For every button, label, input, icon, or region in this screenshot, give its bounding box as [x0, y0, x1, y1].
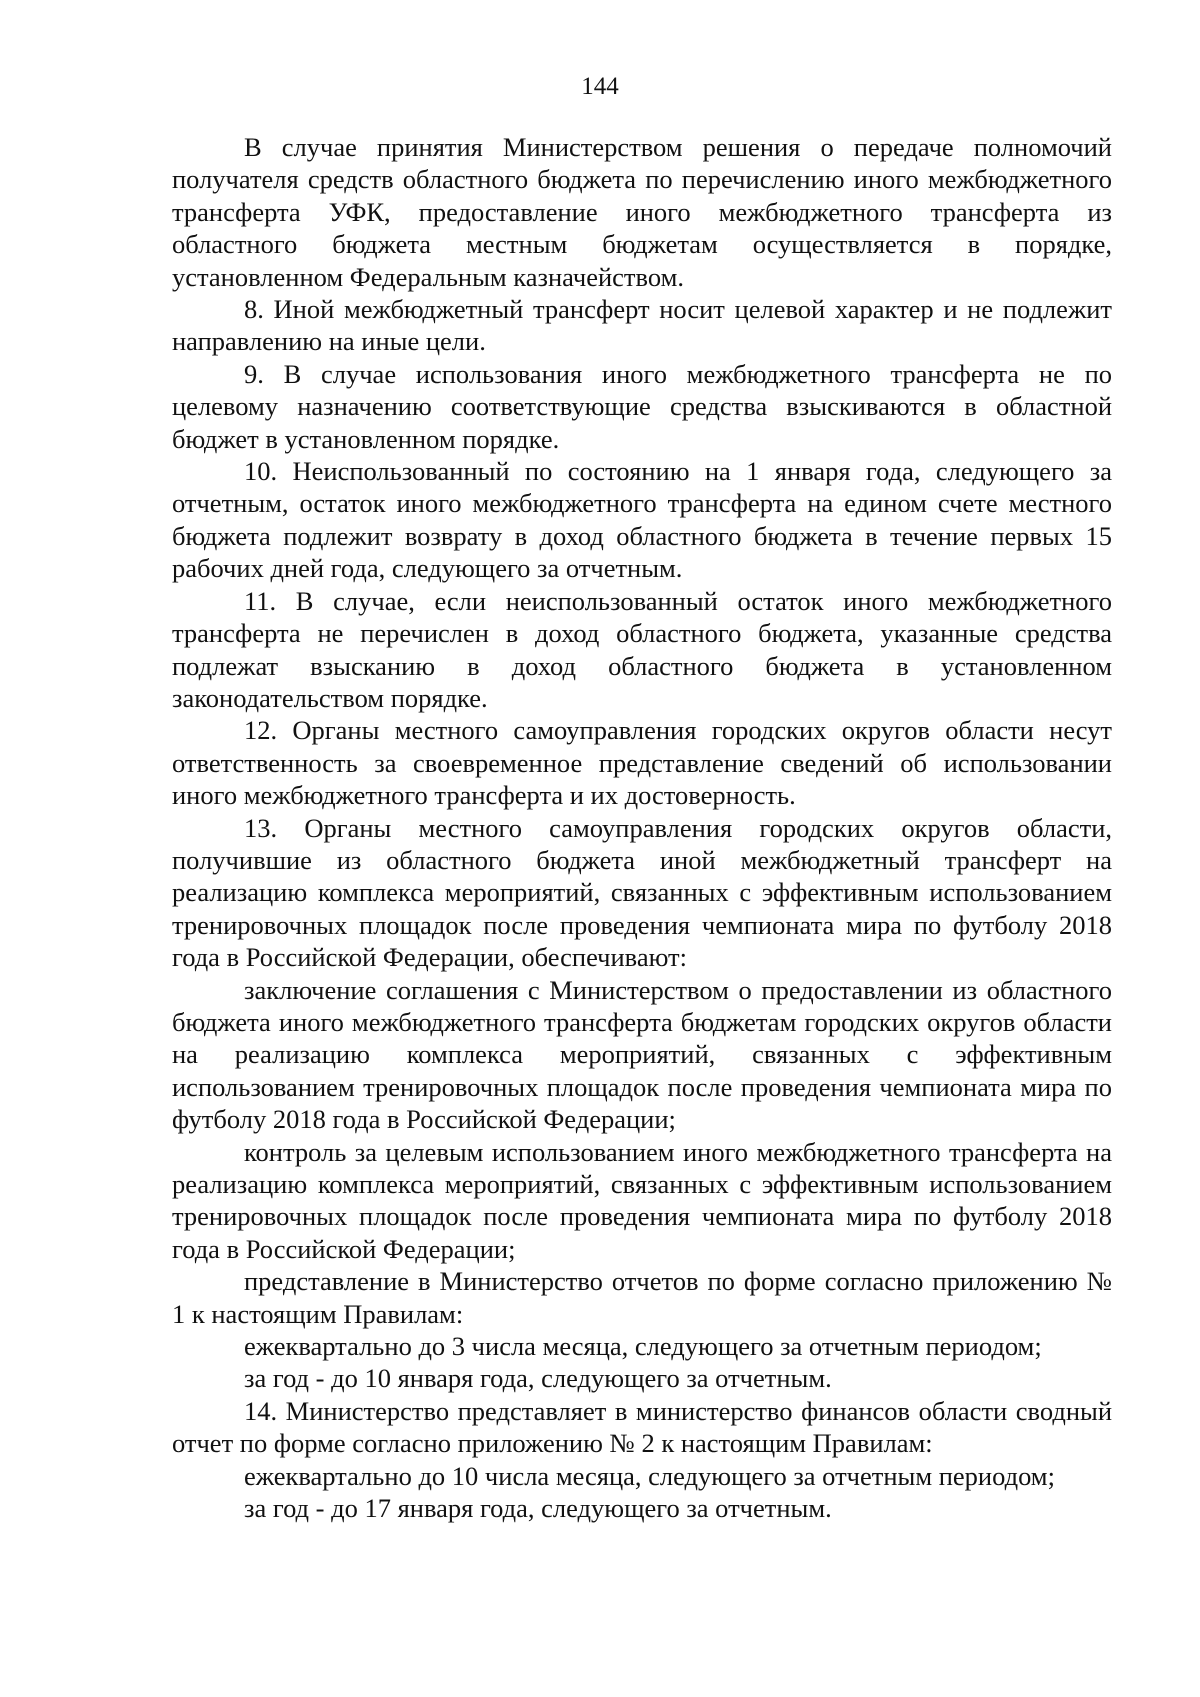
paragraph-13: 13. Органы местного самоуправления городских округов области, получившие из областного бюджета иной межбюджетный трансферт на реализацию комплекса мероприятий, связанных с эффективным использованием тренировочных площадок после проведения чемпионата мира по футболу 2018 года в Российской Федерации, обеспечивают:	[172, 812, 1112, 973]
paragraph-13-annual: за год - до 10 января года, следующего за отчетным.	[244, 1363, 832, 1394]
paragraph-14-annual: за год - до 17 января года, следующего за отчетным.	[244, 1493, 832, 1524]
page-number: 144	[581, 73, 619, 100]
paragraph-13-agreement: заключение соглашения с Министерством о предоставлении из областного бюджета иного межбюджетного трансферта бюджетам городских округов области на реализацию комплекса мероприятий, связанных с эффективным использованием тренировочных площадок после проведения чемпионата мира по футболу 2018 года в Российской Федерации;	[172, 974, 1112, 1135]
paragraph-14-quarterly: ежеквартально до 10 числа месяца, следующего за отчетным периодом;	[244, 1460, 1055, 1491]
paragraph-10: 10. Неиспользованный по состоянию на 1 января года, следующего за отчетным, остаток иного межбюджетного трансферта на едином счете местного бюджета подлежит возврату в доход областного бюджета в течение первых 15 рабочих дней года, следующего за отчетным.	[172, 456, 1112, 584]
paragraph-11: 11. В случае, если неиспользованный остаток иного межбюджетного трансферта не перечислен в доход областного бюджета, указанные средства подлежат взысканию в доход областного бюджета в установленном законодательством порядке.	[172, 585, 1112, 713]
paragraph-13-quarterly: ежеквартально до 3 числа месяца, следующего за отчетным периодом;	[244, 1331, 1042, 1362]
paragraph-8: 8. Иной межбюджетный трансферт носит целевой характер и не подлежит направлению на иные цели.	[172, 294, 1112, 357]
paragraph-13-reports: представление в Министерство отчетов по форме согласно приложению № 1 к настоящим Правилам:	[172, 1266, 1112, 1329]
paragraph-14: 14. Министерство представляет в министерство финансов области сводный отчет по форме согласно приложению № 2 к настоящим Правилам:	[172, 1395, 1112, 1459]
paragraph-12: 12. Органы местного самоуправления городских округов области несут ответственность за своевременное представление сведений об использовании иного межбюджетного трансферта и их достоверность.	[172, 715, 1112, 811]
paragraph-9: 9. В случае использования иного межбюджетного трансферта не по целевому назначению соответствующие средства взыскиваются в областной бюджет в установленном порядке.	[172, 358, 1112, 454]
paragraph-13-control: контроль за целевым использованием иного межбюджетного трансферта на реализацию комплекса мероприятий, связанных с эффективным использованием тренировочных площадок после проведения чемпионата мира по футболу 2018 года в Российской Федерации;	[172, 1136, 1112, 1264]
paragraph-ufk-transfer: В случае принятия Министерством решения о передаче полномочий получателя средств областного бюджета по перечислению иного межбюджетного трансферта УФК, предоставление иного межбюджетного трансферта из областного бюджета местным бюджетам осуществляется в порядке, установленном Федеральным казначейством.	[172, 132, 1112, 292]
document-body	[172, 131, 1112, 1524]
